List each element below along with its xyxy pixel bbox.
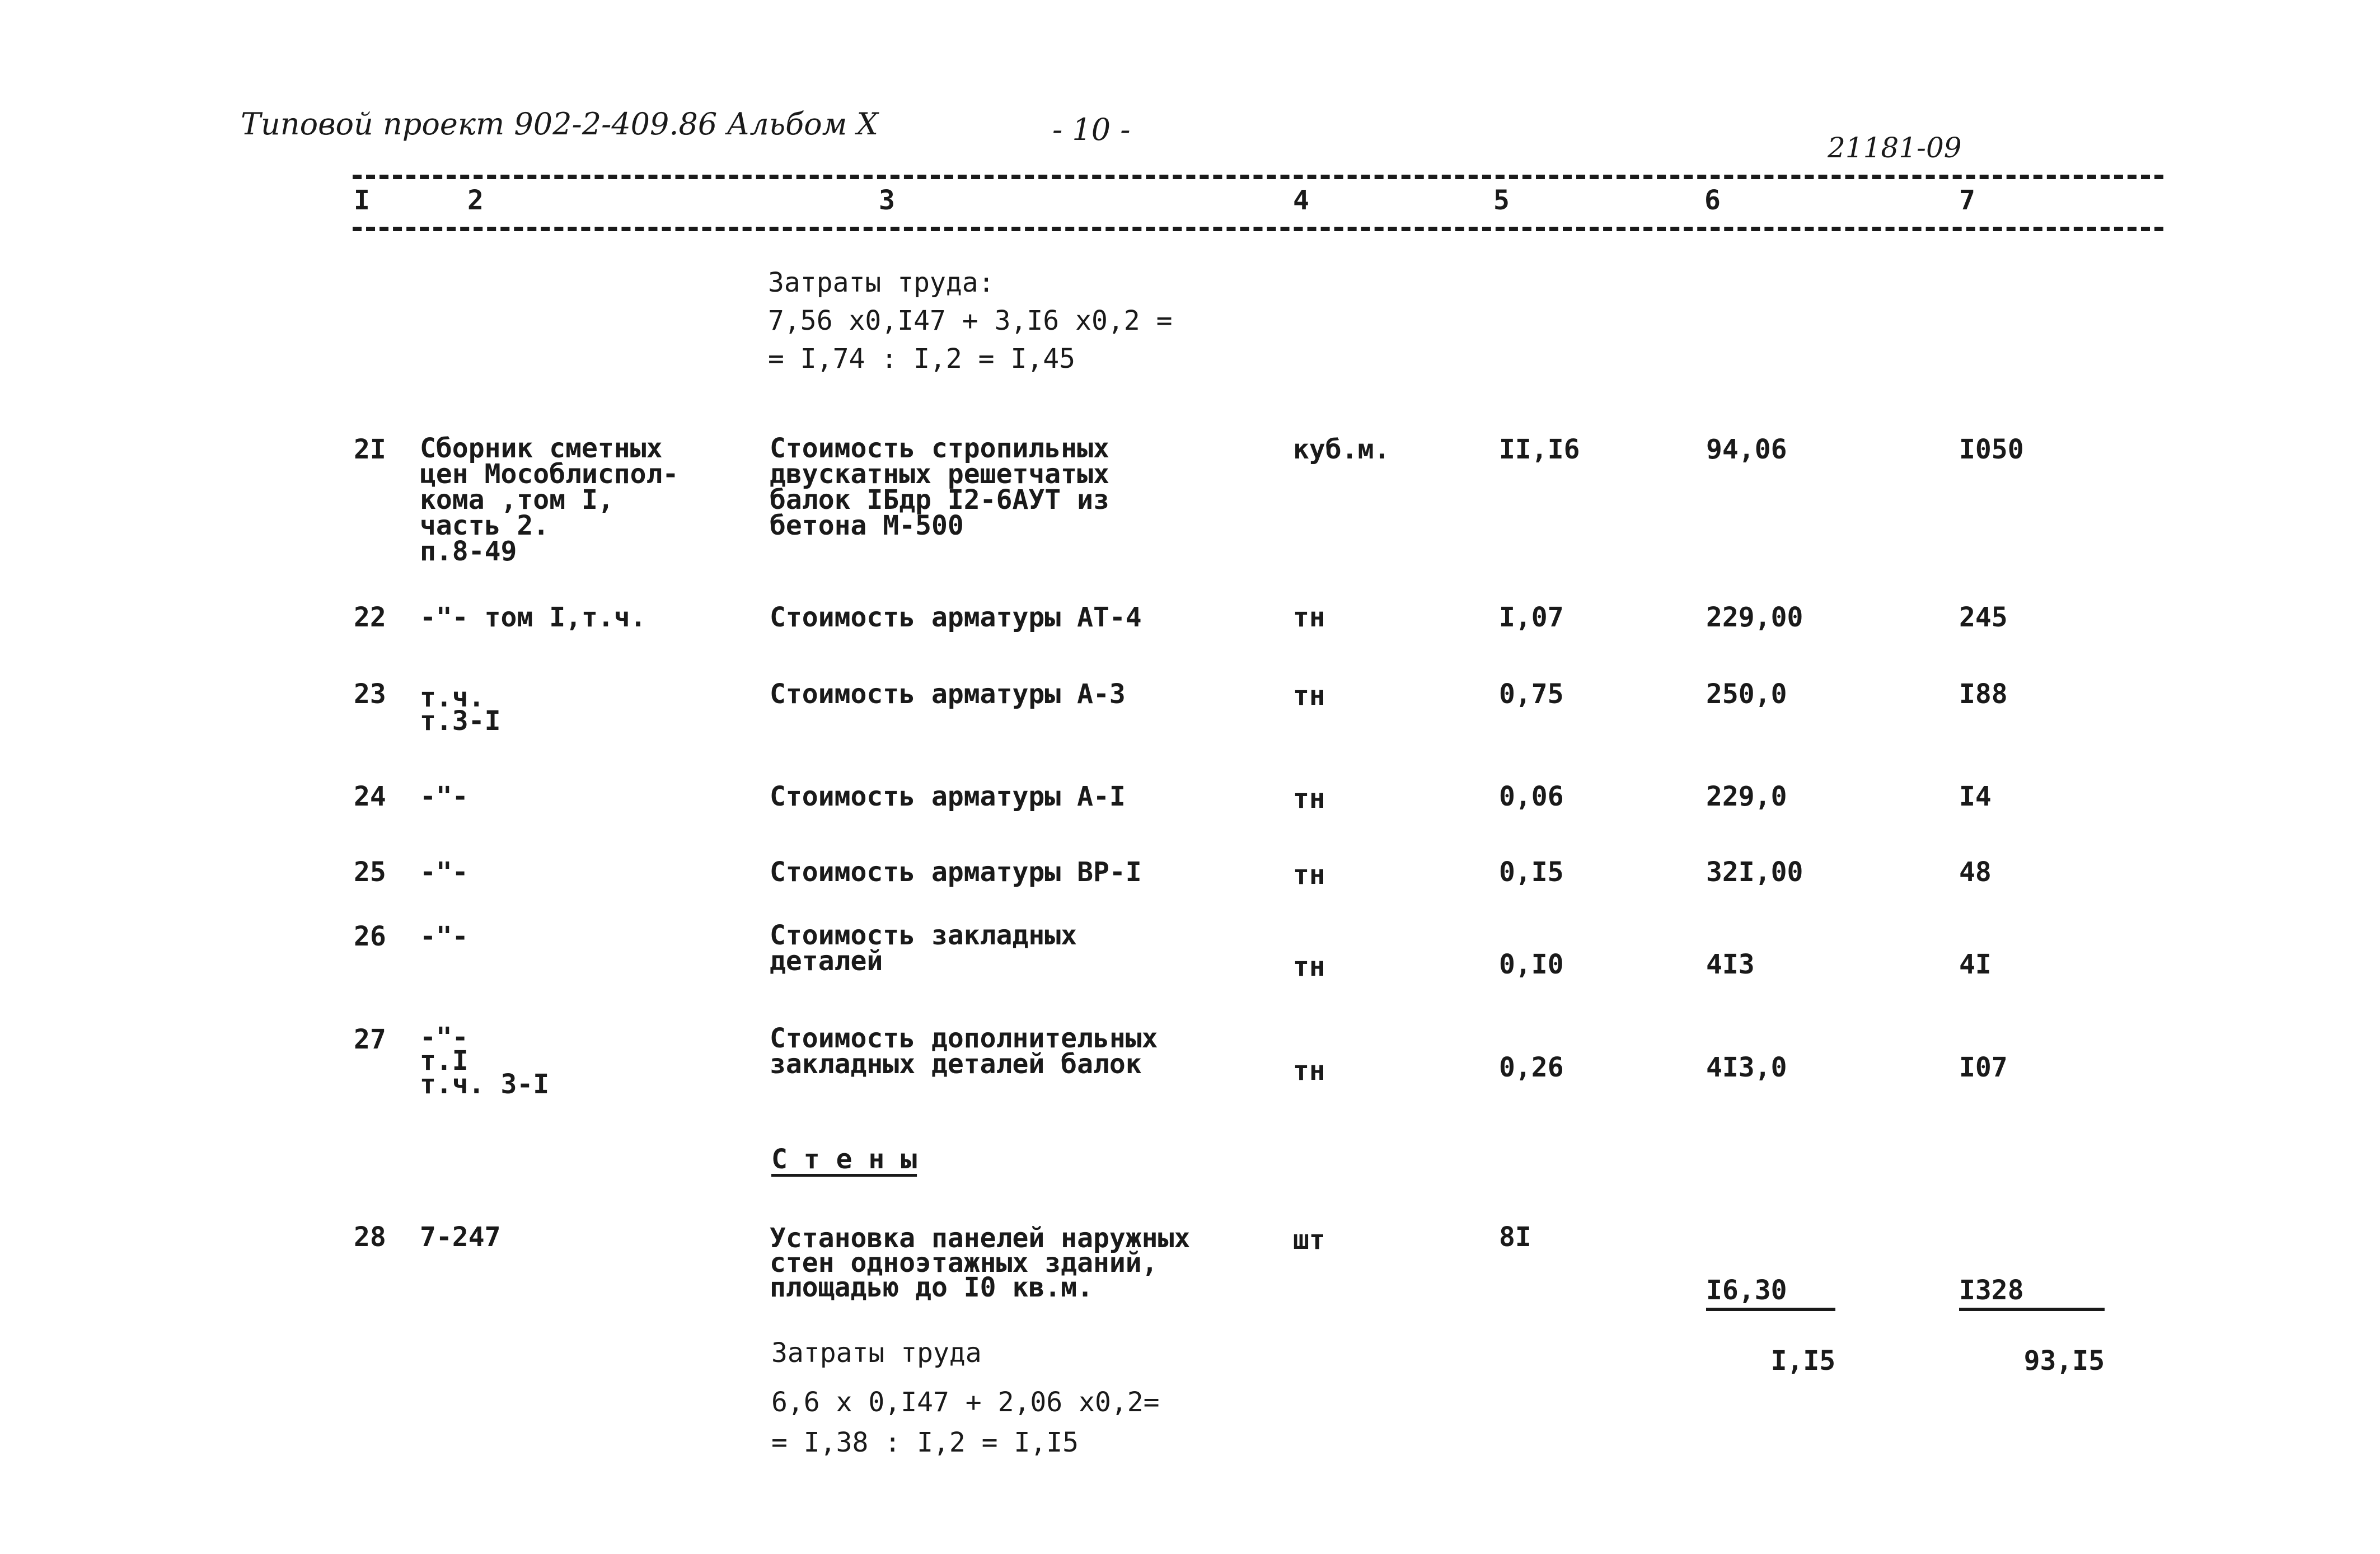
price-numerator: I6,30 xyxy=(1706,1276,1835,1311)
header-bottom-rule xyxy=(353,227,2163,231)
row-quantity: 0,75 xyxy=(1499,678,1564,710)
header-top-rule xyxy=(353,175,2163,179)
row-unit: тн xyxy=(1293,951,1325,982)
row-price: 250,0 xyxy=(1706,678,1787,710)
row-number: 23 xyxy=(354,678,386,710)
column-header-7: 7 xyxy=(1959,185,1975,216)
column-header-3: 3 xyxy=(879,185,895,216)
row-price: 94,06 xyxy=(1706,434,1787,465)
row-price: 229,00 xyxy=(1706,602,1803,633)
price-fraction xyxy=(1706,1220,1835,1403)
row-quantity: 0,26 xyxy=(1499,1052,1564,1083)
row-total: I07 xyxy=(1959,1052,2008,1083)
row-unit: тн xyxy=(1293,602,1325,633)
row-total: 245 xyxy=(1959,602,2008,633)
row-source: -"- xyxy=(420,921,468,952)
labor-formula-line2: = I,38 : I,2 = I,I5 xyxy=(771,1427,1079,1458)
row-description: Стоимость арматуры А-3 xyxy=(770,678,1126,710)
column-header-5: 5 xyxy=(1493,185,1510,216)
row-quantity: I,07 xyxy=(1499,602,1564,633)
price-denominator: I,I5 xyxy=(1770,1345,1836,1377)
row-number: 26 xyxy=(354,921,386,952)
row-unit: шт xyxy=(1293,1224,1325,1256)
column-header-2: 2 xyxy=(467,185,484,216)
row-price: 229,0 xyxy=(1706,781,1787,812)
page-number: - 10 - xyxy=(1052,112,1131,147)
labor-title: Затраты труда xyxy=(771,1337,982,1369)
row-number: 22 xyxy=(354,602,386,633)
total-numerator: I328 xyxy=(1959,1276,2105,1311)
project-title: Типовой проект 902-2-409.86 Альбом X xyxy=(241,106,878,142)
total-fraction xyxy=(1959,1220,2105,1403)
row-total: I88 xyxy=(1959,678,2008,710)
row-quantity: II,I6 xyxy=(1499,434,1580,465)
document-code: 21181-09 xyxy=(1828,132,1962,164)
row-total: I4 xyxy=(1959,781,1992,812)
row-description: Стоимость закладных деталей xyxy=(770,920,1077,977)
row-quantity: 8I xyxy=(1499,1221,1531,1253)
row-unit: тн xyxy=(1293,1055,1325,1087)
row-total: 4I xyxy=(1959,949,1992,980)
row-quantity: 0,06 xyxy=(1499,781,1564,812)
row-total: I050 xyxy=(1959,434,2024,465)
row-total: 48 xyxy=(1959,856,1992,888)
labor-title: Затраты труда: xyxy=(768,267,995,298)
row-source: Сборник сметных цен Мособлиспол- кома ,том I, часть 2. п.8-49 xyxy=(420,433,679,567)
column-header-4: 4 xyxy=(1293,185,1309,216)
row-description: Установка панелей наружных стен одноэтажных зданий, площадью до I0 кв.м. xyxy=(770,1223,1191,1303)
labor-formula-line2: = I,74 : I,2 = I,45 xyxy=(768,343,1076,375)
row-number: 28 xyxy=(354,1221,386,1253)
row-description: Стоимость арматуры АТ-4 xyxy=(770,602,1142,633)
row-description: Стоимость стропильных двускатных решетчатых балок IБдр I2-6АУТ из бетона М-500 xyxy=(770,433,1109,541)
section-title: С т е н ы xyxy=(771,1144,917,1175)
row-price: 4I3 xyxy=(1706,949,1755,980)
row-number: 24 xyxy=(354,781,386,812)
row-source: -"- xyxy=(420,781,468,812)
row-source: -"- т.I т.ч. 3-I xyxy=(420,1022,550,1100)
row-unit: тн xyxy=(1293,783,1325,815)
row-source: 7-247 xyxy=(420,1221,501,1253)
row-source: -"- том I,т.ч. xyxy=(420,602,646,633)
row-price: 4I3,0 xyxy=(1706,1052,1787,1083)
row-description: Стоимость арматуры ВР-I xyxy=(770,856,1142,888)
column-header-1: I xyxy=(354,185,370,216)
row-unit: куб.м. xyxy=(1293,434,1390,465)
labor-formula-line1: 7,56 х0,I47 + 3,I6 х0,2 = xyxy=(768,305,1173,336)
row-description: Стоимость арматуры А-I xyxy=(770,781,1126,812)
row-quantity: 0,I5 xyxy=(1499,856,1564,888)
total-denominator: 93,I5 xyxy=(2023,1345,2105,1377)
row-quantity: 0,I0 xyxy=(1499,949,1564,980)
row-source: т.ч. т.3-I xyxy=(420,682,501,737)
row-description: Стоимость дополнительных закладных деталей балок xyxy=(770,1023,1158,1080)
row-number: 27 xyxy=(354,1024,386,1055)
row-source: -"- xyxy=(420,856,468,888)
row-number: 25 xyxy=(354,856,386,888)
row-unit: тн xyxy=(1293,859,1325,891)
column-header-6: 6 xyxy=(1704,185,1721,216)
row-number: 2I xyxy=(354,434,386,465)
labor-formula-line1: 6,6 х 0,I47 + 2,06 х0,2= xyxy=(771,1387,1160,1418)
row-unit: тн xyxy=(1293,680,1325,712)
row-price: 32I,00 xyxy=(1706,856,1803,888)
